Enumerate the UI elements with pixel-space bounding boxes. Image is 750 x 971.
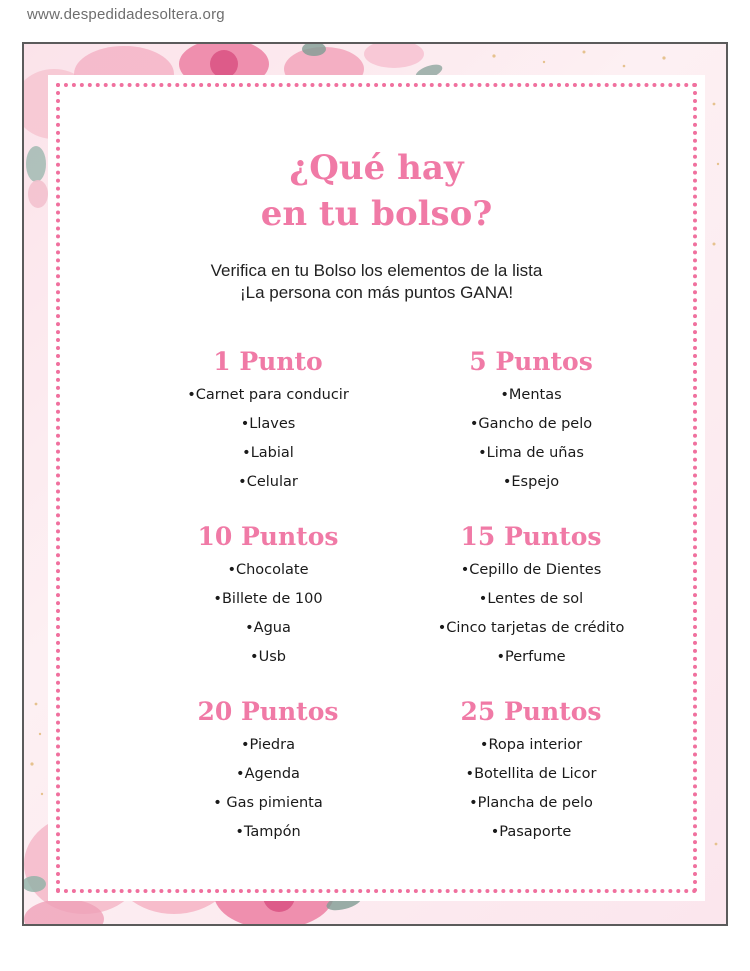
list-item: •Pasaporte [490, 824, 572, 840]
list-item: •Agenda [236, 766, 300, 782]
game-card [48, 75, 705, 901]
category-25-puntos [406, 693, 656, 847]
list-item: •Labial [242, 445, 294, 461]
list-item: •Espejo [502, 474, 560, 490]
list-item: •Plancha de pelo [469, 795, 593, 811]
list-item: •Lentes de sol [478, 591, 584, 607]
category-1-punto [143, 343, 393, 497]
list-item: •Chocolate [227, 562, 309, 578]
category-title: 10 Puntos [197, 522, 339, 551]
category-5-puntos [406, 343, 656, 497]
site-url: www.despedidadesoltera.org [27, 6, 225, 23]
category-title: 5 Puntos [469, 347, 593, 376]
list-item: •Cinco tarjetas de crédito [437, 620, 625, 636]
list-item: •Usb [250, 649, 286, 665]
category-title: 1 Punto [213, 347, 323, 376]
category-15-puntos [406, 518, 656, 672]
page-title: ¿Qué hay en tu bolso? [260, 148, 493, 234]
list-item: •Botellita de Licor [465, 766, 597, 782]
list-item: •Cepillo de Dientes [460, 562, 602, 578]
list-item: •Gancho de pelo [469, 416, 593, 432]
list-item: •Piedra [241, 737, 295, 753]
list-item: •Carnet para conducir [187, 387, 349, 403]
list-item: •Perfume [496, 649, 566, 665]
list-item: •Billete de 100 [213, 591, 323, 607]
list-item: •Tampón [235, 824, 301, 840]
list-item: •Llaves [240, 416, 296, 432]
list-item: • Gas pimienta [213, 795, 323, 811]
category-title: 25 Puntos [460, 697, 602, 726]
category-20-puntos [143, 693, 393, 847]
list-item: •Ropa interior [479, 737, 583, 753]
instructions: Verifica en tu Bolso los elementos de la lista ¡La persona con más puntos GANA! [210, 261, 543, 302]
category-10-puntos [143, 518, 393, 672]
list-item: •Mentas [500, 387, 562, 403]
category-title: 15 Puntos [460, 522, 602, 551]
category-title: 20 Puntos [197, 697, 339, 726]
list-item: •Lima de uñas [478, 445, 584, 461]
printable-sheet [22, 42, 728, 926]
list-item: •Agua [245, 620, 291, 636]
list-item: •Celular [238, 474, 298, 490]
